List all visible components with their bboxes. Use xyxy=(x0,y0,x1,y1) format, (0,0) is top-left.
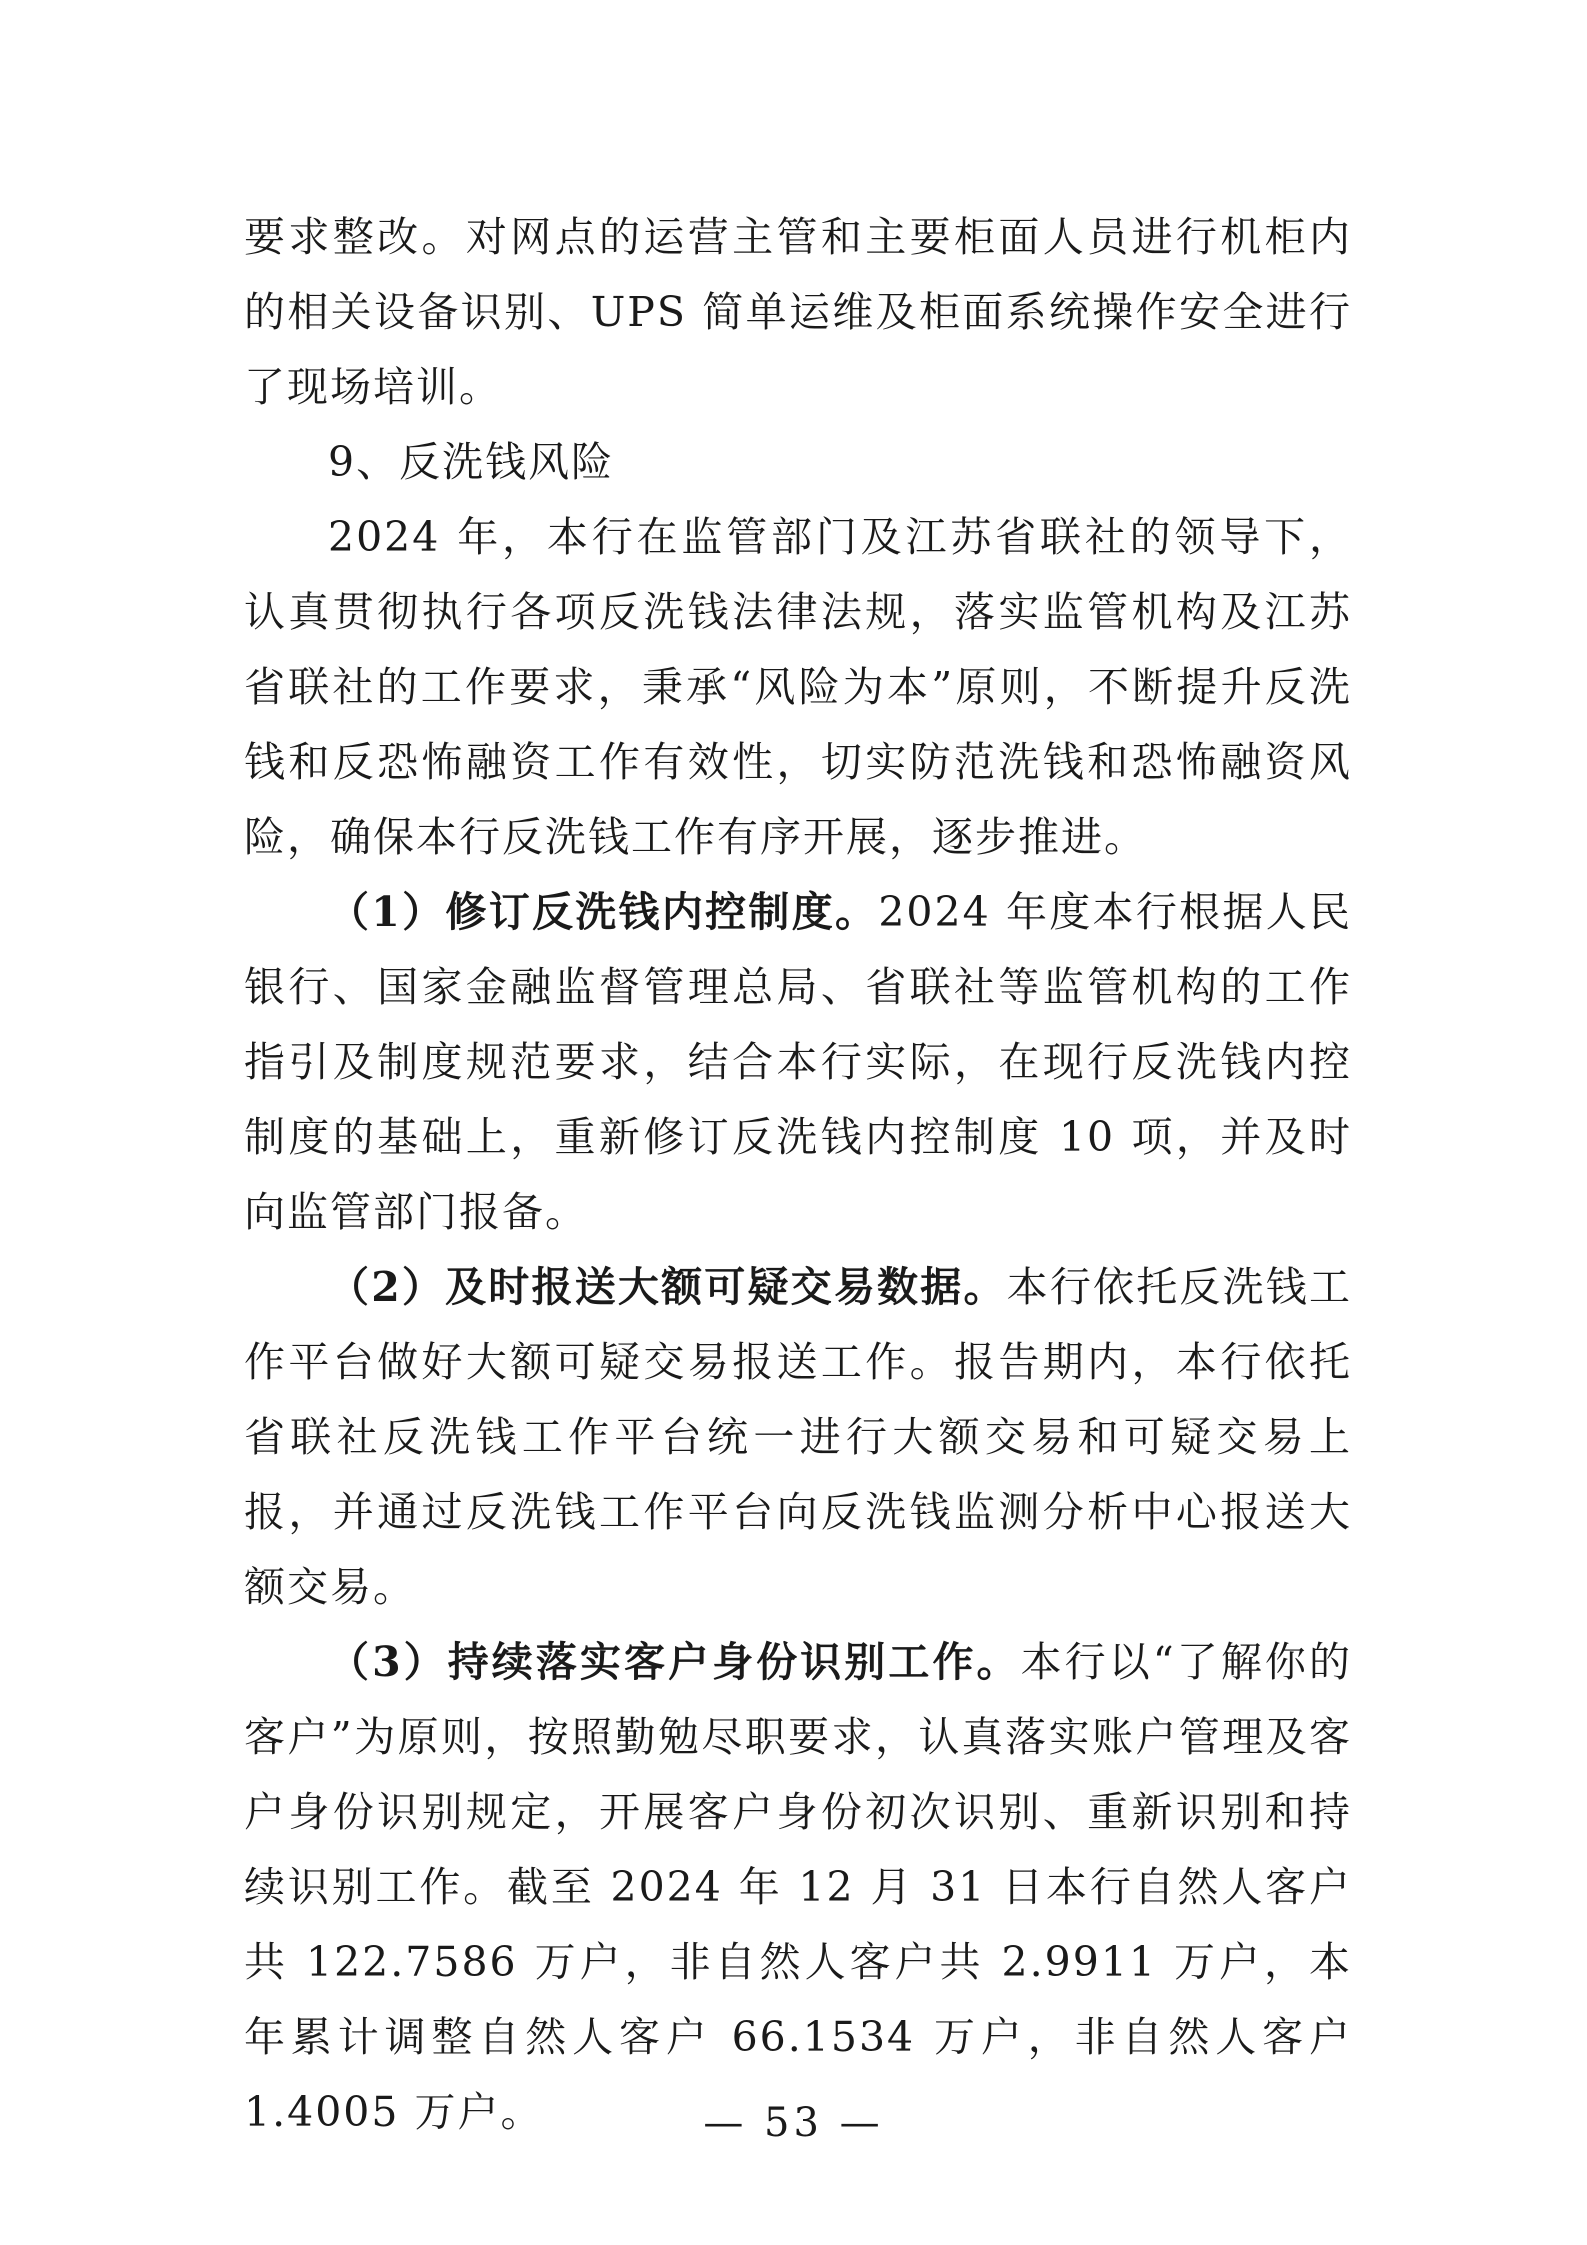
paragraph-continuation: 要求整改。对网点的运营主管和主要柜面人员进行机柜内的相关设备识别、UPS 简单运维及柜面系统操作安全进行了现场培训。 xyxy=(244,213,1352,411)
list-item xyxy=(244,1625,1352,2150)
paragraph-intro: 2024 年，本行在监管部门及江苏省联社的领导下，认真贯彻执行各项反洗钱法律法规，落实监管机构及江苏省联社的工作要求，秉承“风险为本”原则，不断提升反洗钱和反恐怖融资工作有效性，切实防范洗钱和恐怖融资风险，确保本行反洗钱工作有序开展，逐步推进。 xyxy=(244,513,1352,861)
list-item-title: （1）修订反洗钱内控制度。 xyxy=(328,888,879,936)
list-item-title: （2）及时报送大额可疑交易数据。 xyxy=(328,1263,1007,1311)
list-item xyxy=(244,1250,1352,1625)
list-item-body: 2024 年度本行根据人民银行、国家金融监督管理总局、省联社等监管机构的工作指引及制度规范要求，结合本行实际，在现行反洗钱内控制度的基础上，重新修订反洗钱内控制度 10 项，并及时向监管部门报备。 xyxy=(244,888,1353,1236)
list-item-body: 本行依托反洗钱工作平台做好大额可疑交易报送工作。报告期内，本行依托省联社反洗钱工作平台统一进行大额交易和可疑交易上报，并通过反洗钱工作平台向反洗钱监测分析中心报送大额交易。 xyxy=(244,1263,1352,1611)
page-body xyxy=(244,200,1352,2150)
page-number: — 53 — xyxy=(703,2100,884,2146)
list-item xyxy=(244,875,1352,1250)
list-item-title: （3）持续落实客户身份识别工作。 xyxy=(328,1638,1021,1686)
list-item-body: 本行以“了解你的客户”为原则，按照勤勉尽职要求，认真落实账户管理及客户身份识别规定，开展客户身份初次识别、重新识别和持续识别工作。截至 2024 年 12 月 31 日本行自然人客户共 122.7586 万户，非自然人客户共 2.9911 万户，本年累计调整自然人客户 66.1534 万户，非自然人客户 1.4005 万户。 xyxy=(244,1638,1352,2136)
section-heading: 9、反洗钱风险 xyxy=(328,438,615,486)
